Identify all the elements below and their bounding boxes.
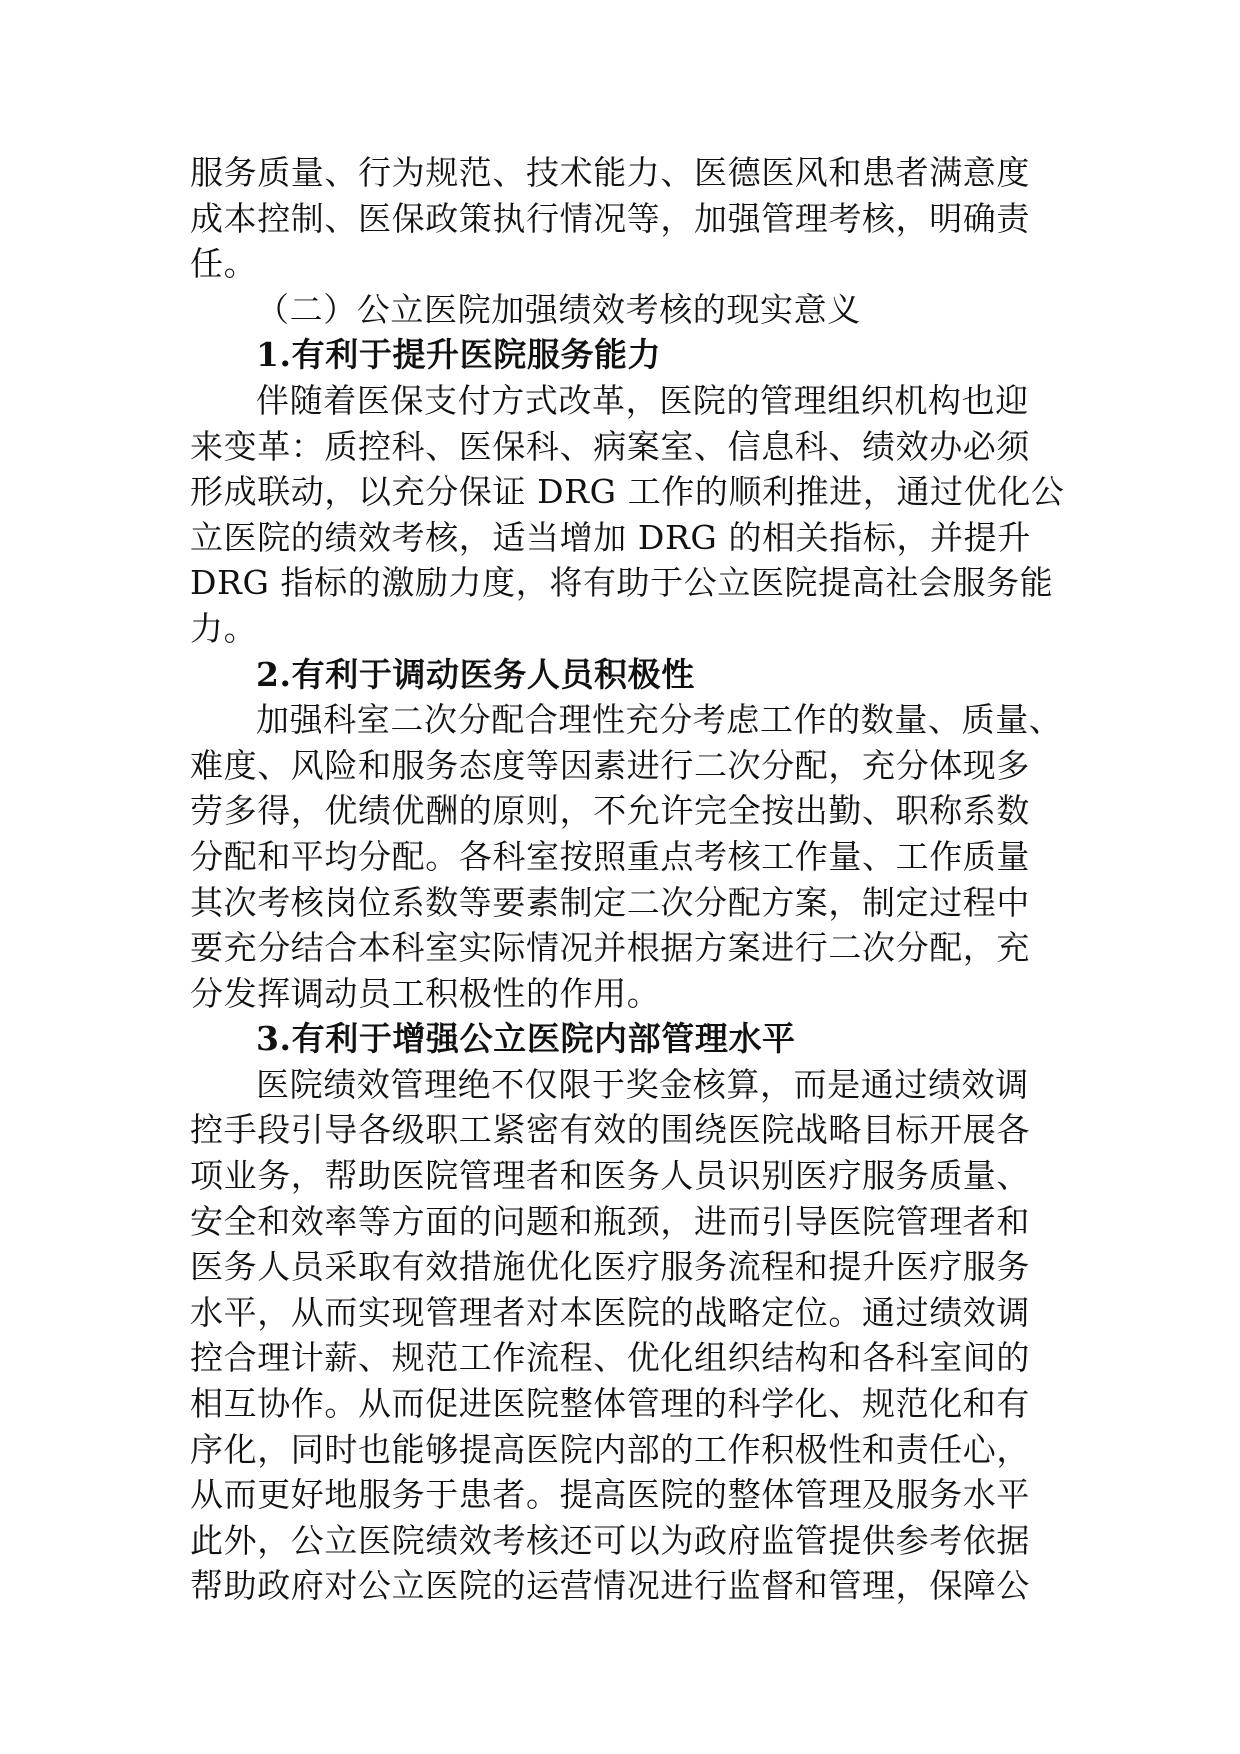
text-line: 要充分结合本科室实际情况并根据方案进行二次分配，充	[190, 928, 1030, 968]
text-line: 从而更好地服务于患者。提高医院的整体管理及服务水平	[190, 1475, 1030, 1515]
text-line: 力。	[190, 608, 258, 648]
paragraph-staff-motivation	[190, 697, 1070, 1016]
paragraph-continuation	[190, 150, 1070, 287]
heading-text: 3.有利于增强公立医院内部管理水平	[256, 1019, 796, 1059]
paragraph-internal-management	[190, 1062, 1070, 1609]
text-line: 加强科室二次分配合理性充分考虑工作的数量、质量、	[256, 700, 1063, 740]
text-line: 相互协作。从而促进医院整体管理的科学化、规范化和有	[190, 1384, 1030, 1424]
text-line: 此外，公立医院绩效考核还可以为政府监管提供参考依据	[190, 1520, 1030, 1560]
text-line: 劳多得，优绩优酬的原则，不允许完全按出勤、职称系数	[190, 791, 1030, 831]
text-line: 分配和平均分配。各科室按照重点考核工作量、工作质量	[190, 836, 1030, 876]
text-line: 分发挥调动员工积极性的作用。	[190, 973, 661, 1013]
heading-staff-motivation	[190, 652, 1070, 698]
text-line: 序化，同时也能够提高医院内部的工作积极性和责任心，	[190, 1429, 1030, 1469]
paragraph-service-capability	[190, 378, 1070, 652]
text-line: 形成联动，以充分保证 DRG 工作的顺利推进，通过优化公	[190, 472, 1065, 512]
text-line: 水平，从而实现管理者对本医院的战略定位。通过绩效调	[190, 1292, 1030, 1332]
text-line: 安全和效率等方面的问题和瓶颈，进而引导医院管理者和	[190, 1201, 1030, 1241]
text-line: 伴随着医保支付方式改革，医院的管理组织机构也迎	[256, 380, 1029, 420]
heading-internal-management	[190, 1016, 1070, 1062]
text-line: 难度、风险和服务态度等因素进行二次分配，充分体现多	[190, 745, 1030, 785]
text-line: 项业务，帮助医院管理者和医务人员识别医疗服务质量、	[190, 1156, 1030, 1196]
text-line: 控合理计薪、规范工作流程、优化组织结构和各科室间的	[190, 1338, 1030, 1378]
section-subheading	[190, 287, 1070, 333]
document-page	[190, 150, 1070, 1609]
text-line: 来变革：质控科、医保科、病案室、信息科、绩效办必须	[190, 426, 1030, 466]
text-line: 成本控制、医保政策执行情况等，加强管理考核，明确责	[190, 198, 1030, 238]
text-line: 其次考核岗位系数等要素制定二次分配方案，制定过程中	[190, 882, 1030, 922]
heading-text: 2.有利于调动医务人员积极性	[256, 654, 695, 694]
text-line: 立医院的绩效考核，适当增加 DRG 的相关指标，并提升	[190, 517, 1031, 557]
text-line: 医务人员采取有效措施优化医疗服务流程和提升医疗服务	[190, 1247, 1030, 1287]
text-line: DRG 指标的激励力度，将有助于公立医院提高社会服务能	[190, 563, 1054, 603]
text-line: 任。	[190, 244, 258, 284]
text-line: 帮助政府对公立医院的运营情况进行监督和管理，保障公	[190, 1566, 1030, 1606]
heading-text: 1.有利于提升医院服务能力	[256, 335, 662, 375]
heading-service-capability	[190, 332, 1070, 378]
text-line: 医院绩效管理绝不仅限于奖金核算，而是通过绩效调	[256, 1064, 1029, 1104]
text-line: 控手段引导各级职工紧密有效的围绕医院战略目标开展各	[190, 1110, 1030, 1150]
text-line: 服务质量、行为规范、技术能力、医德医风和患者满意度	[190, 153, 1030, 192]
subheading-text: （二）公立医院加强绩效考核的现实意义	[256, 289, 861, 329]
